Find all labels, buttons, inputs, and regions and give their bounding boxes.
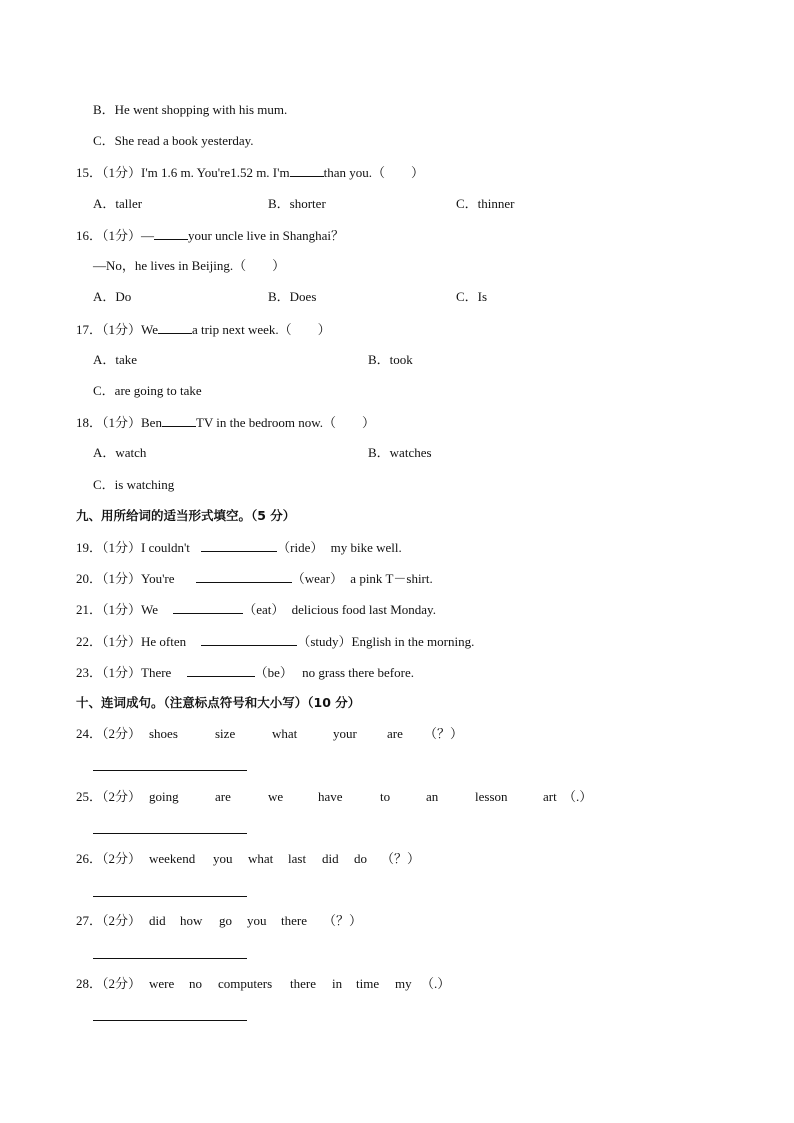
- q17-option-a[interactable]: A．take: [93, 352, 138, 367]
- q17-option-c[interactable]: C．are going to take: [93, 383, 202, 398]
- word: we: [268, 789, 284, 804]
- question-21-word: （eat）: [243, 602, 285, 617]
- word: last: [288, 851, 307, 866]
- q18-option-b[interactable]: B．watches: [368, 445, 432, 460]
- answer-blank[interactable]: [290, 163, 324, 177]
- question-22: [76, 632, 474, 651]
- question-23-prefix: 23．（1分）There: [76, 665, 172, 680]
- q15-option-b[interactable]: B．shorter: [268, 196, 326, 211]
- answer-blank[interactable]: [162, 413, 196, 427]
- question-23-word: （be）: [254, 665, 293, 680]
- option-c-prev: C．She read a book yesterday.: [93, 133, 254, 148]
- question-17-prefix: 17．（1分）We: [76, 322, 158, 337]
- word: （？）: [424, 726, 464, 741]
- word: （.）: [563, 789, 593, 804]
- word: art: [543, 789, 557, 804]
- answer-blank[interactable]: [196, 569, 292, 583]
- word: your: [333, 726, 357, 741]
- q16-option-b[interactable]: B．Does: [268, 289, 317, 304]
- word: weekend: [149, 851, 196, 866]
- section-10-heading: 十、连词成句。（注意标点符号和大小写）（10 分）: [76, 695, 361, 710]
- q17-option-b[interactable]: B．took: [368, 352, 413, 367]
- question-20-word: （wear）: [291, 571, 344, 586]
- question-16-reply: —No，he lives in Beijing.（ ）: [93, 258, 286, 273]
- q18-option-a[interactable]: A．watch: [93, 445, 147, 460]
- word: （？）: [323, 913, 363, 928]
- word: what: [272, 726, 298, 741]
- word: computers: [218, 976, 273, 991]
- word: there: [290, 976, 316, 991]
- question-27-label: 27．（2分）: [76, 913, 142, 928]
- word: lesson: [475, 789, 508, 804]
- answer-blank[interactable]: [187, 663, 255, 677]
- question-24-label: 24．（2分）: [76, 726, 142, 741]
- question-18: [76, 413, 375, 432]
- word: my: [395, 976, 412, 991]
- question-20-suffix: a pink T－shirt.: [350, 571, 433, 586]
- question-21-prefix: 21．（1分）We: [76, 602, 158, 617]
- word: go: [219, 913, 232, 928]
- word: in: [332, 976, 343, 991]
- word: going: [149, 789, 179, 804]
- answer-line[interactable]: [93, 958, 247, 959]
- answer-blank[interactable]: [201, 538, 277, 552]
- q15-option-c[interactable]: C．thinner: [456, 196, 515, 211]
- question-19-prefix: 19．（1分）I couldn't: [76, 540, 190, 555]
- word: do: [354, 851, 367, 866]
- word: how: [180, 913, 203, 928]
- word: what: [248, 851, 274, 866]
- question-21: [76, 600, 436, 619]
- q15-option-a[interactable]: A．taller: [93, 196, 143, 211]
- answer-blank[interactable]: [154, 226, 188, 240]
- word: （？）: [381, 851, 421, 866]
- question-19-suffix: my bike well.: [330, 540, 402, 555]
- word: no: [189, 976, 202, 991]
- word: size: [215, 726, 236, 741]
- answer-line[interactable]: [93, 1020, 247, 1021]
- question-25-label: 25．（2分）: [76, 789, 142, 804]
- answer-blank[interactable]: [173, 600, 243, 614]
- answer-line[interactable]: [93, 896, 247, 897]
- answer-blank[interactable]: [158, 320, 192, 334]
- word: are: [215, 789, 231, 804]
- question-15: [76, 163, 424, 182]
- answer-blank[interactable]: [201, 632, 297, 646]
- word: to: [380, 789, 391, 804]
- question-23-suffix: no grass there before.: [302, 665, 414, 680]
- question-16-suffix: your uncle live in Shanghai？: [188, 228, 344, 243]
- option-b-prev: B．He went shopping with his mum.: [93, 102, 288, 117]
- question-16-prefix: 16．（1分）—: [76, 228, 155, 243]
- word: you: [213, 851, 233, 866]
- question-26-label: 26．（2分）: [76, 851, 142, 866]
- section-9-heading: 九、用所给词的适当形式填空。（5 分）: [76, 508, 296, 523]
- question-19-word: （ride）: [277, 540, 324, 555]
- answer-line[interactable]: [93, 770, 247, 771]
- question-15-suffix: than you.（ ）: [323, 165, 424, 180]
- word: are: [387, 726, 403, 741]
- q16-option-c[interactable]: C．Is: [456, 289, 488, 304]
- word: did: [149, 913, 166, 928]
- word: were: [149, 976, 175, 991]
- word: did: [322, 851, 339, 866]
- question-28-label: 28．（2分）: [76, 976, 142, 991]
- word: an: [426, 789, 439, 804]
- word: （.）: [421, 976, 451, 991]
- question-15-prefix: 15．（1分）I'm 1.6 m. You're1.52 m. I'm: [76, 165, 290, 180]
- question-20: [76, 569, 433, 588]
- word: shoes: [149, 726, 178, 741]
- question-23: [76, 663, 414, 682]
- answer-line[interactable]: [93, 833, 247, 834]
- question-17-suffix: a trip next week.（ ）: [192, 322, 331, 337]
- word: time: [356, 976, 380, 991]
- question-16: [76, 226, 344, 245]
- question-22-prefix: 22．（1分）He often: [76, 634, 187, 649]
- word: there: [281, 913, 307, 928]
- question-19: [76, 538, 402, 557]
- q16-option-a[interactable]: A．Do: [93, 289, 132, 304]
- question-22-word: （study）: [297, 634, 352, 649]
- question-18-suffix: TV in the bedroom now.（ ）: [195, 415, 376, 430]
- question-22-suffix: English in the morning.: [351, 634, 475, 649]
- question-18-prefix: 18．（1分）Ben: [76, 415, 162, 430]
- question-17: [76, 320, 331, 339]
- word: you: [247, 913, 267, 928]
- q18-option-c[interactable]: C．is watching: [93, 477, 175, 492]
- question-21-suffix: delicious food last Monday.: [291, 602, 436, 617]
- question-20-prefix: 20．（1分）You're: [76, 571, 175, 586]
- word: have: [318, 789, 343, 804]
